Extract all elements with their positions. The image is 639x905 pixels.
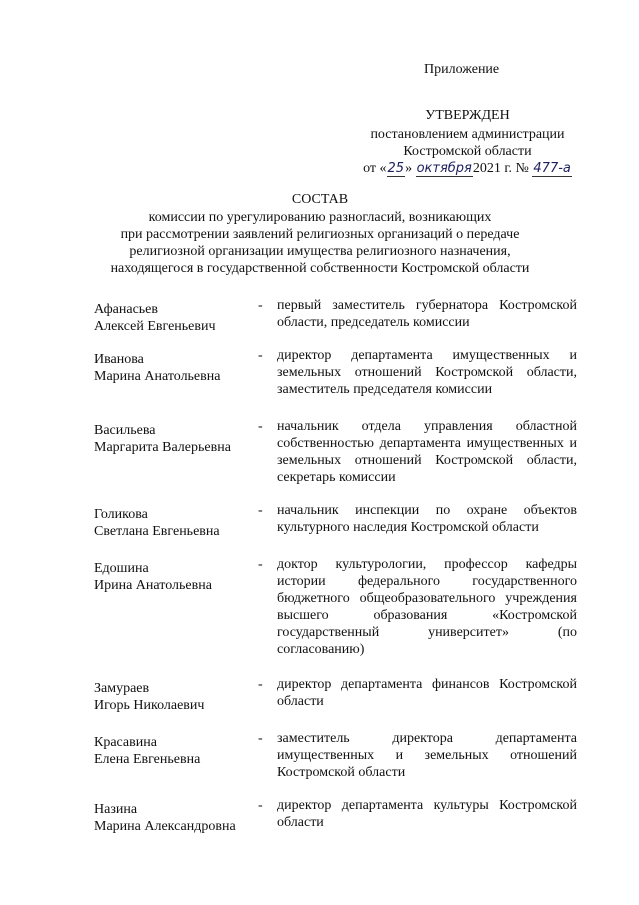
member-role: директор департамента культуры Костромской области xyxy=(277,798,577,830)
handwritten-month: октября xyxy=(416,161,472,176)
approval-date-line xyxy=(350,160,585,177)
date-mid: » xyxy=(405,161,416,176)
title-line: комиссии по урегулированию разногласий, возникающих xyxy=(148,210,492,225)
document-title xyxy=(60,191,580,277)
member-name xyxy=(94,734,259,768)
member-surname: Васильева xyxy=(94,423,156,438)
member-name xyxy=(94,422,259,456)
member-dash: - xyxy=(258,731,263,746)
member-surname: Замураев xyxy=(94,681,150,696)
member-surname: Назина xyxy=(94,802,138,817)
member-given-name: Марина Анатольевна xyxy=(94,369,221,384)
approved-by-line: постановлением администрации xyxy=(370,127,565,142)
member-given-name: Елена Евгеньевна xyxy=(94,752,201,767)
member-given-name: Алексей Евгеньевич xyxy=(94,319,216,334)
member-name xyxy=(94,801,259,835)
member-given-name: Игорь Николаевич xyxy=(94,698,205,713)
member-given-name: Светлана Евгеньевна xyxy=(94,524,220,539)
member-role: заместитель директора департамента имущественных и земельных отношений Костромской области xyxy=(277,731,577,780)
member-role: доктор культурологии, профессор кафедры истории федерального государственного бюджетного общеобразовательного учреждения высшего образования «Костромской государственный университет» (по согласованию) xyxy=(277,557,577,657)
member-surname: Афанасьев xyxy=(94,302,158,317)
member-given-name: Марина Александровна xyxy=(94,819,236,834)
member-dash: - xyxy=(258,348,263,363)
member-given-name: Маргарита Валерьевна xyxy=(94,440,231,455)
member-name xyxy=(94,680,259,714)
title-line: находящегося в государственной собственности Костромской области xyxy=(110,261,530,276)
approved-heading: УТВЕРЖДЕН xyxy=(425,108,510,123)
member-role: начальник инспекции по охране объектов культурного наследия Костромской области xyxy=(277,503,577,535)
member-role: начальник отдела управления областной собственностью департамента имущественных и земельных отношений Костромской области, секретарь комиссии xyxy=(277,419,577,485)
approved-region: Костромской области xyxy=(403,144,532,159)
member-dash: - xyxy=(258,677,263,692)
member-name xyxy=(94,560,259,594)
member-dash: - xyxy=(258,798,263,813)
member-given-name: Ирина Анатольевна xyxy=(94,578,212,593)
member-name xyxy=(94,351,259,385)
member-role: первый заместитель губернатора Костромской области, председатель комиссии xyxy=(277,298,577,330)
approval-block xyxy=(350,107,585,177)
member-surname: Иванова xyxy=(94,352,144,367)
member-surname: Едошина xyxy=(94,561,149,576)
member-role: директор департамента имущественных и земельных отношений Костромской области, заместитель председателя комиссии xyxy=(277,348,577,397)
date-prefix: от « xyxy=(363,161,387,176)
member-surname: Красавина xyxy=(94,735,157,750)
title-line: при рассмотрении заявлений религиозных организаций о передаче xyxy=(120,227,520,242)
member-dash: - xyxy=(258,557,263,572)
date-year: 2021 г. № xyxy=(472,161,529,176)
member-dash: - xyxy=(258,419,263,434)
handwritten-day: 25 xyxy=(387,161,405,176)
member-name xyxy=(94,301,259,335)
handwritten-doc-number: 477-а xyxy=(533,161,571,176)
title-heading: СОСТАВ xyxy=(291,192,349,207)
member-surname: Голикова xyxy=(94,507,148,522)
member-role: директор департамента финансов Костромской области xyxy=(277,677,577,709)
member-dash: - xyxy=(258,298,263,313)
title-line: религиозной организации имущества религиозного назначения, xyxy=(129,244,511,259)
member-dash: - xyxy=(258,503,263,518)
member-name xyxy=(94,506,259,540)
appendix-label: Приложение xyxy=(424,62,500,77)
